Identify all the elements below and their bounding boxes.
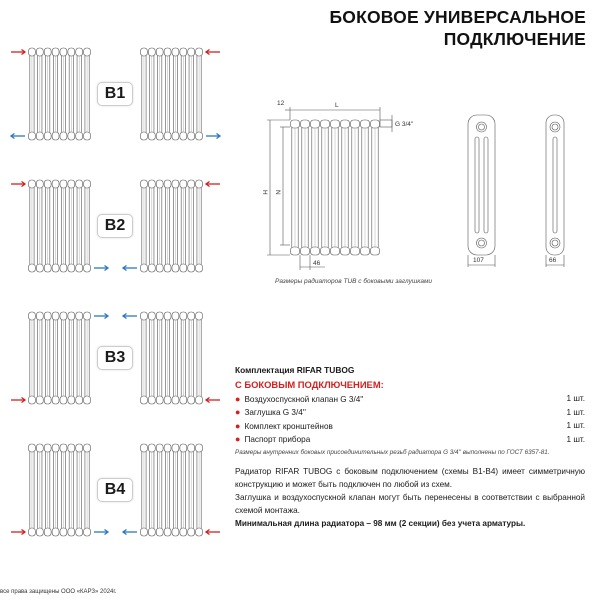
kit-item-qty: 1 шт.	[566, 407, 585, 417]
dim-107: 107	[473, 257, 484, 264]
kit-item	[235, 419, 585, 433]
drawing-caption: Размеры радиаторов TUB с боковыми заглушками	[275, 278, 433, 285]
return-arrow-icon	[11, 134, 25, 139]
return-arrow-icon	[94, 266, 108, 271]
kit-heading: Комплектация RIFAR TUBOG	[235, 365, 355, 375]
page-title	[329, 6, 586, 50]
kit-item	[235, 392, 585, 406]
connection-schemes	[0, 30, 230, 555]
bullet-icon: ●	[235, 420, 241, 431]
scheme-label: B2	[97, 214, 133, 238]
kit-item-label: Комплект кронштейнов	[244, 421, 333, 431]
kit-item	[235, 406, 585, 420]
dim-46: 46	[313, 260, 321, 267]
radiator-diagram	[141, 444, 203, 536]
kit-item-label: Воздухоспускной клапан G 3/4''	[244, 394, 364, 404]
kit-item-qty: 1 шт.	[566, 421, 585, 431]
return-arrow-icon	[206, 134, 220, 139]
radiator-diagram	[141, 48, 203, 140]
radiator-diagram	[141, 180, 203, 272]
dim-66: 66	[549, 257, 557, 264]
return-arrow-icon	[94, 314, 108, 319]
radiator-diagram	[29, 48, 91, 140]
description-paragraph: Радиатор RIFAR TUBOG с боковым подключением (схемы B1-B4) имеет симметричную конструкцию и может быть подключен по любой из схем.	[235, 467, 585, 489]
dim-thread: G 3/4''	[395, 121, 414, 128]
dim-length: L	[335, 102, 339, 109]
copyright-footer: все права защищены ООО «КАРЗ» 2024г.	[0, 589, 117, 595]
kit-item-name	[235, 394, 363, 404]
dim-12: 12	[277, 100, 285, 107]
supply-arrow-icon	[206, 398, 220, 403]
schemes-svg	[0, 30, 230, 550]
kit-note: Размеры внутренних боковых присоединительных резьб радиатора G 3/4'' выполнены по ГОСТ 6357-81.	[235, 449, 550, 456]
return-arrow-icon	[123, 266, 137, 271]
supply-arrow-icon	[11, 50, 25, 55]
bullet-icon: ●	[235, 434, 241, 445]
dim-height: H	[261, 190, 268, 195]
description	[235, 465, 585, 530]
min-length-note: Минимальная длина радиатора – 98 мм (2 секции) без учета арматуры.	[235, 519, 526, 528]
kit-list	[235, 392, 585, 446]
radiator-front-view	[291, 120, 380, 255]
supply-arrow-icon	[11, 530, 25, 535]
radiator-diagram	[141, 312, 203, 404]
radiator-diagram	[29, 180, 91, 272]
radiator-diagram	[29, 444, 91, 536]
dim-axis-distance: N	[274, 190, 281, 195]
return-arrow-icon	[123, 314, 137, 319]
kit-item-name	[235, 407, 306, 417]
return-arrow-icon	[94, 530, 108, 535]
radiator-side-view-wide	[468, 115, 495, 267]
kit-item	[235, 433, 585, 447]
scheme-label: B3	[97, 346, 133, 370]
kit-item-name	[235, 421, 333, 431]
supply-arrow-icon	[11, 398, 25, 403]
return-arrow-icon	[123, 530, 137, 535]
kit-item-label: Паспорт прибора	[244, 435, 311, 445]
supply-arrow-icon	[206, 530, 220, 535]
scheme-label: B4	[97, 478, 133, 502]
supply-arrow-icon	[206, 50, 220, 55]
radiator-side-view-narrow	[546, 115, 564, 267]
title-line-2: ПОДКЛЮЧЕНИЕ	[443, 29, 586, 49]
supply-arrow-icon	[206, 182, 220, 187]
supply-arrow-icon	[11, 182, 25, 187]
radiator-diagram	[29, 312, 91, 404]
bullet-icon: ●	[235, 393, 241, 404]
kit-item-qty: 1 шт.	[566, 394, 585, 404]
description-paragraph: Заглушка и воздухоспускной клапан могут быть перенесены в соответствии с выбранной схемой монтажа.	[235, 493, 585, 515]
dimension-drawing	[255, 95, 585, 275]
kit-section	[235, 365, 585, 456]
kit-item-label: Заглушка G 3/4''	[244, 408, 306, 418]
kit-item-qty: 1 шт.	[566, 434, 585, 444]
title-line-1: БОКОВОЕ УНИВЕРСАЛЬНОЕ	[329, 7, 586, 27]
bullet-icon: ●	[235, 407, 241, 418]
scheme-label: B1	[97, 82, 133, 106]
kit-item-name	[235, 434, 310, 444]
kit-subheading: С БОКОВЫМ ПОДКЛЮЧЕНИЕМ:	[235, 379, 384, 390]
